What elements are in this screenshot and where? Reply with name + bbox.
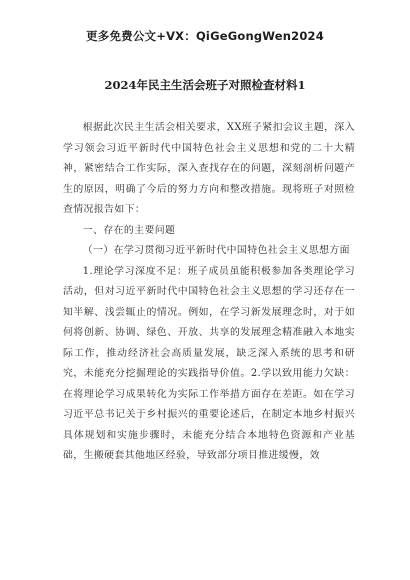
section-heading: 一、存在的主要问题 xyxy=(82,224,176,236)
intro-paragraph: 根据此次民主生活会相关要求，XX班子紧扣会议主题，深入学习领会习近平新时代中国特色社会主义思想和党的二十大精神，紧密结合工作实际，深入查找存在的问题，深刻剖析问题产生的原因，明确了今后的努力方向和整改措施。现将班子对照检查情况报告如下： xyxy=(63,122,355,215)
watermark-header: 更多免费公文+VX：QiGeGongWen2024 xyxy=(86,29,324,43)
subsection-heading: （一）在学习贯彻习近平新时代中国特色社会主义思想方面 xyxy=(82,245,350,256)
body-paragraph: 1.理论学习深度不足：班子成员虽能积极参加各类理论学习活动，但对习近平新时代中国特色社会主义思想的学习还存在一知半解、浅尝辄止的情况。例如，在学习新发展理念时，对于如何将创新、协调、绿色、开放、共享的发展理念精准融入本地实际工作，推动经济社会高质量发展，缺乏深入系统的思考和研究，未能充分挖掘理论的实践指导价值。2.学以致用能力欠缺：在将理论学习成果转化为实际工作举措方面存在差距。如在学习习近平总书记关于乡村振兴的重要论述后，在制定本地乡村振兴具体规划和实施步骤时，未能充分结合本地特色资源和产业基础，生搬硬套其他地区经验，导致部分项目推进缓慢，效 xyxy=(63,265,355,461)
document-title: 2024年民主生活会班子对照检查材料1 xyxy=(104,78,306,92)
document-body xyxy=(63,118,355,467)
